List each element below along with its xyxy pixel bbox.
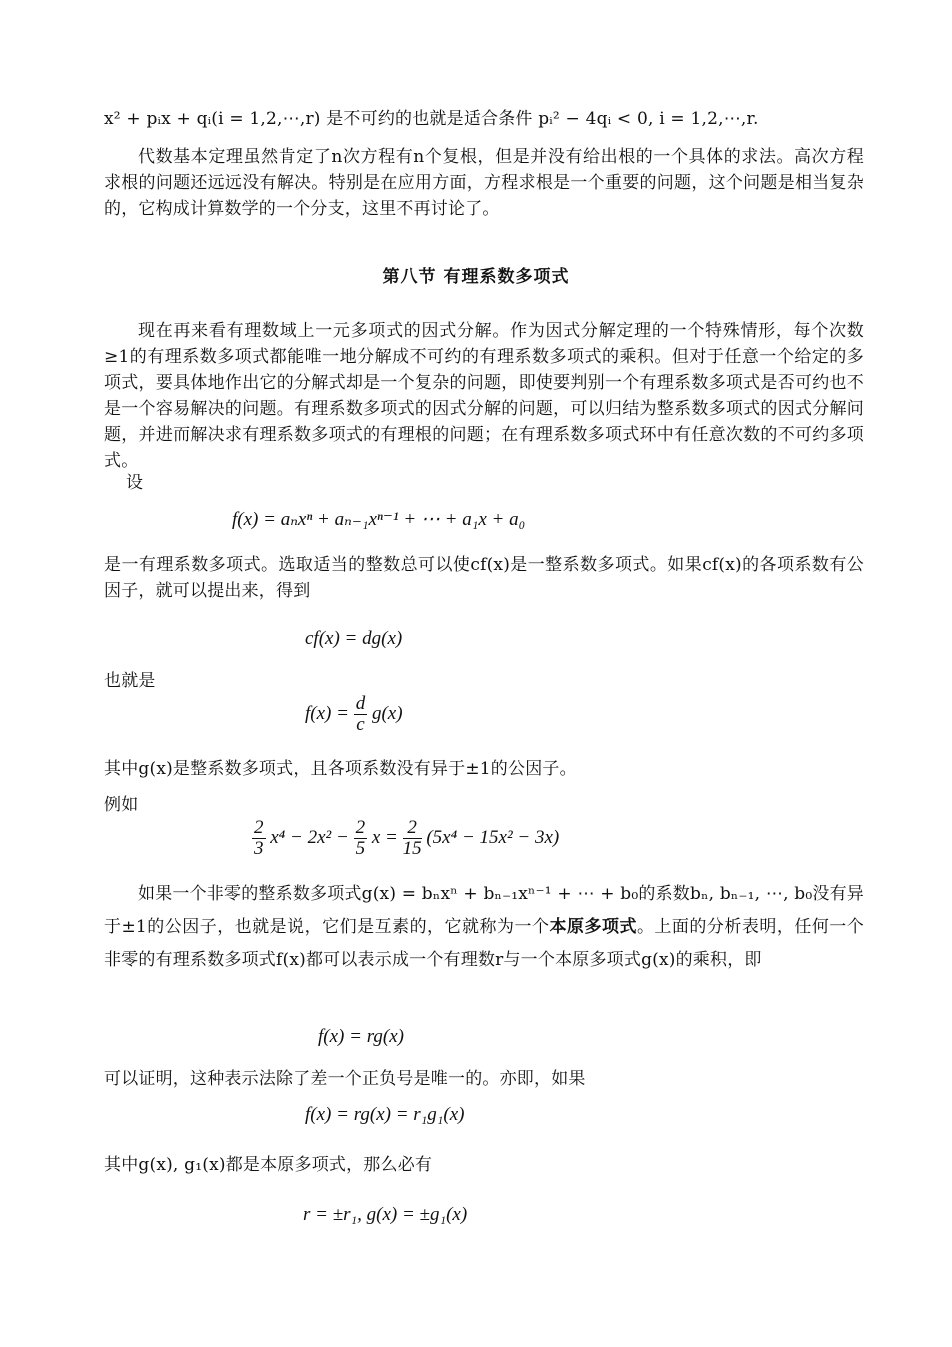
- eq3-denominator: c: [356, 714, 365, 735]
- equation-example: [252, 818, 559, 859]
- eq4-term-3: (5x⁴ − 15x² − 3x): [426, 826, 560, 848]
- eq3-lhs: f(x) =: [305, 702, 349, 724]
- primitive-text-b: 。上面的分析表明，任何一个非零的有理系数多项式f(x)都可以表示成一个有理数r与一个本原多项式g(x)的乘积，即: [104, 917, 865, 970]
- paragraph-primitive-polynomial: [104, 878, 864, 977]
- equation-f-fraction: [305, 694, 403, 735]
- word-let: 设: [126, 473, 144, 493]
- eq4-den-1: 3: [254, 838, 264, 859]
- paragraph-integer-coefficients: 是一有理系数多项式。选取适当的整数总可以使cf(x)是一整系数多项式。如果cf(x)的各项系数有公因子，就可以提出来，得到: [104, 555, 864, 601]
- eq3-numerator: d: [355, 693, 366, 714]
- eq4-fraction-2: [354, 818, 368, 859]
- eq4-fraction-1: [252, 818, 266, 859]
- equation-f-definition: f(x) = aₙxⁿ + aₙ₋₁xⁿ⁻¹ + ⋯ + a₁x + a₀: [232, 509, 526, 530]
- equation-f-rg-r1g1: f(x) = rg(x) = r₁g₁(x): [305, 1104, 465, 1125]
- eq4-num-1: 2: [254, 817, 264, 838]
- primitive-text-a: 如果一个非零的整系数多项式g(x) = bₙxⁿ + bₙ₋₁xⁿ⁻¹ + ⋯ + b₀的系数bₙ, bₙ₋₁, ⋯, b₀没有异于±1的公因子，也就是说，它们是互素的，它就称为一个: [104, 884, 864, 937]
- eq4-den-2: 5: [355, 838, 366, 859]
- eq4-num-3: 2: [403, 818, 422, 839]
- eq4-den-3: 15: [402, 838, 422, 859]
- eq4-num-2: 2: [355, 817, 366, 838]
- equation-cf-dg: cf(x) = dg(x): [305, 628, 403, 649]
- paragraph-g-integer: 其中g(x)是整系数多项式，且各项系数没有异于±1的公因子。: [104, 759, 577, 779]
- eq4-term-2: x =: [371, 826, 398, 848]
- paragraph-primitive-both: 其中g(x), g₁(x)都是本原多项式，那么必有: [104, 1155, 433, 1175]
- paragraph-rational-polynomials: 现在再来看有理数域上一元多项式的因式分解。作为因式分解定理的一个特殊情形，每个次数≥1的有理系数多项式都能唯一地分解成不可约的有理系数多项式的乘积。但对于任意一个给定的多项式，要具体地作出它的分解式却是一个复杂的问题，即使要判别一个有理系数多项式是否可约也不是一个容易解决的问题。有理系数多项式的因式分解的问题，可以归结为整系数多项式的因式分解问题，并进而解决求有理系数多项式的有理根的问题；在有理系数多项式环中有任意次数的不可约多项式。: [104, 321, 864, 471]
- paragraph-fundamental-theorem: 代数基本定理虽然肯定了n次方程有n个复根，但是并没有给出根的一个具体的求法。高次方程求根的问题还远远没有解决。特别是在应用方面，方程求根是一个重要的问题，这个问题是相当复杂的，它构成计算数学的一个分支，这里不再讨论了。: [104, 147, 864, 219]
- eq4-fraction-3: [403, 818, 422, 859]
- equation-r-pm-r1: r = ±r₁, g(x) = ±g₁(x): [303, 1204, 468, 1225]
- eq3-rhs: g(x): [371, 702, 403, 724]
- section-title: 第八节 有理系数多项式: [382, 267, 570, 287]
- eq4-term-1: x⁴ − 2x² −: [270, 826, 349, 848]
- word-for-example: 例如: [104, 795, 139, 815]
- top-condition-line: x² + pᵢx + qᵢ(i = 1,2,⋯,r) 是不可约的也就是适合条件 pᵢ² − 4qᵢ < 0, i = 1,2,⋯,r.: [104, 109, 759, 129]
- term-primitive-polynomial: 本原多项式: [549, 917, 637, 937]
- paragraph-uniqueness: 可以证明，这种表示法除了差一个正负号是唯一的。亦即，如果: [104, 1069, 586, 1089]
- equation-f-rg: f(x) = rg(x): [318, 1026, 404, 1047]
- eq3-fraction: [354, 694, 368, 735]
- word-that-is: 也就是: [104, 671, 156, 691]
